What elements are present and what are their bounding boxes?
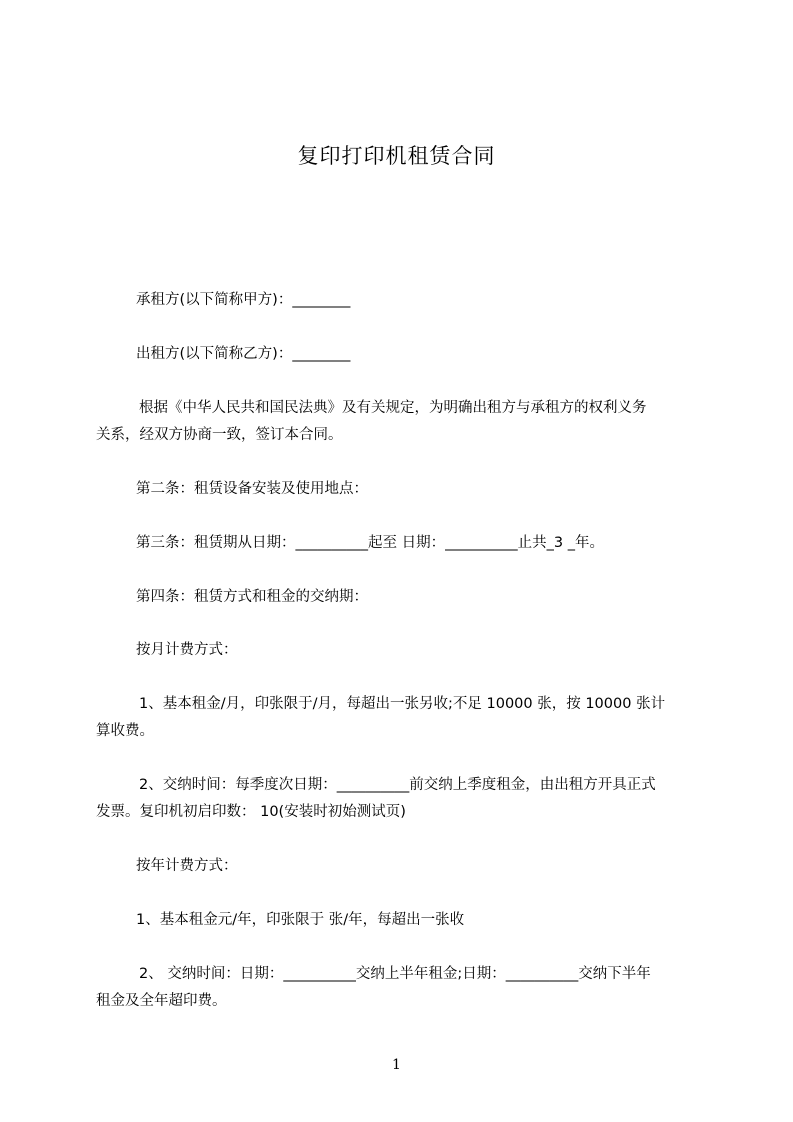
monthly-item-2-line-2: 发票。复印机初启印数： 10(安装时初始测试页) <box>96 804 406 820</box>
monthly-item-1-line-1: 1、基本租金/月，印张限于/月，每超出一张另收;不足 10000 张，按 10000 张计 <box>139 696 666 712</box>
lessee-line: 承租方(以下简称甲方)：________ <box>136 292 351 308</box>
monthly-billing-heading: 按月计费方式： <box>136 642 238 658</box>
annual-item-2-line-1: 2、 交纳时间：日期：__________交纳上半年租金;日期：__________交纳下半年 <box>139 966 651 982</box>
annual-item-1: 1、基本租金元/年，印张限于 张/年，每超出一张收 <box>136 912 465 928</box>
page-number: 1 <box>392 1057 401 1073</box>
lessor-line: 出租方(以下简称乙方)：________ <box>136 346 351 362</box>
preamble-line-2: 关系，经双方协商一致，签订本合同。 <box>96 427 343 443</box>
article-4: 第四条：租赁方式和租金的交纳期： <box>136 589 368 605</box>
annual-item-2-line-2: 租金及全年超印费。 <box>96 993 227 1009</box>
preamble-line-1: 根据《中华人民共和国民法典》及有关规定，为明确出租方与承租方的权利义务 <box>139 400 647 416</box>
document-title: 复印打印机租赁合同 <box>297 144 496 168</box>
annual-billing-heading: 按年计费方式： <box>136 858 238 874</box>
article-2: 第二条：租赁设备安装及使用地点： <box>136 481 368 497</box>
monthly-item-2-line-1: 2、交纳时间：每季度次日期：__________前交纳上季度租金，由出租方开具正式 <box>139 777 656 793</box>
monthly-item-1-line-2: 算收费。 <box>96 723 154 739</box>
article-3: 第三条：租赁期从日期：__________起至 日期：__________止共_3 _年。 <box>136 535 604 551</box>
